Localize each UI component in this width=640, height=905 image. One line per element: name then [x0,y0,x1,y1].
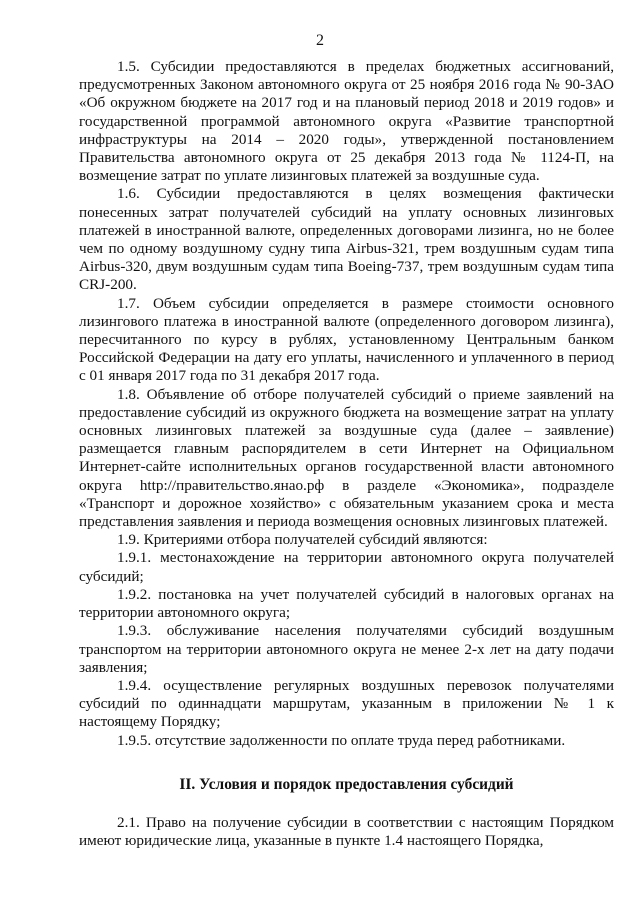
document-body [79,58,614,850]
paragraph-2-1: 2.1. Право на получение субсидии в соответствии с настоящим Порядком имеют юридические лица, указанные в пункте 1.4 настоящего Порядка, [79,813,614,850]
paragraph-1-7: 1.7. Объем субсидии определяется в размере стоимости основного лизингового платежа в иностранной валюте (определенного договором лизинга), пересчитанного по курсу в рублях, установленному Центральным банком Российской Федерации на дату его уплаты, начисленного и уплаченного в период с 01 января 2017 года по 31 декабря 2017 года. [79,294,614,385]
paragraph-1-9-5: 1.9.5. отсутствие задолженности по оплате труда перед работниками. [117,731,566,749]
paragraph-1-9: 1.9. Критериями отбора получателей субсидий являются: [117,531,488,549]
paragraph-1-6: 1.6. Субсидии предоставляются в целях возмещения фактически понесенных затрат получателей субсидий на уплату основных лизинговых платежей в иностранной валюте, определенных договорами лизинга, но не более чем по одному воздушному судну типа Airbus-321, трем воздушным судам типа Airbus-320, двум воздушным судам типа Boeing-737, трем воздушным судам типа CRJ-200. [79,185,614,294]
section-heading: II. Условия и порядок предоставления субсидий [179,775,514,793]
page-number: 2 [316,32,324,49]
paragraph-1-9-4: 1.9.4. осуществление регулярных воздушных перевозок получателями субсидий по одиннадцати маршрутам, указанным в приложении № 1 к настоящему Порядку; [79,676,614,731]
paragraph-1-5: 1.5. Субсидии предоставляются в пределах бюджетных ассигнований, предусмотренных Законом автономного округа от 25 ноября 2016 года № 90-ЗАО «Об окружном бюджете на 2017 год и на плановый период 2018 и 2019 годов» и государственной программой автономного округа «Развитие транспортной инфраструктуры на 2014 – 2020 годы», утвержденной постановлением Правительства автономного округа от 25 декабря 2013 года № 1124-П, на возмещение затрат по уплате лизинговых платежей за воздушные суда. [79,58,614,185]
paragraph-1-9-2: 1.9.2. постановка на учет получателей субсидий в налоговых органах на территории автономного округа; [79,585,614,622]
paragraph-1-9-1: 1.9.1. местонахождение на территории автономного округа получателей субсидий; [79,549,614,585]
paragraph-1-9-3: 1.9.3. обслуживание населения получателями субсидий воздушным транспортом на территории автономного округа не менее 2-х лет на дату подачи заявления; [79,622,614,676]
paragraph-1-8: 1.8. Объявление об отборе получателей субсидий о приеме заявлений на предоставление субсидий из окружного бюджета на возмещение затрат на уплату основных лизинговых платежей за воздушные суда (далее – заявление) размещается главным распорядителем в сети Интернет на Официальном Интернет-сайте исполнительных органов государственной власти автономного округа http://правительство.янао.рф в разделе «Экономика», подразделе «Транспорт и дорожное хозяйство» с обязательным указанием срока и места представления заявления и периода возмещения основных лизинговых платежей. [79,385,614,531]
